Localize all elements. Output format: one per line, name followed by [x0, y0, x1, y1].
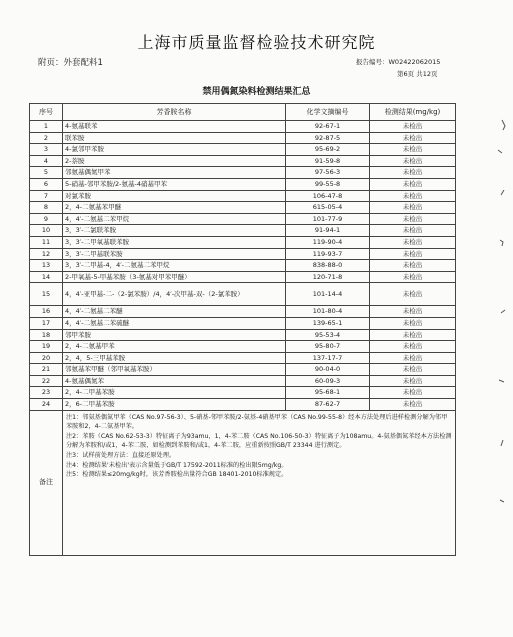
- row-amine-name: 3，3′-二氯联苯胺: [63, 225, 286, 237]
- header-cas: 化学文摘编号: [286, 104, 370, 121]
- table-row: [30, 271, 456, 283]
- row-amine-name: 4，4′-二氨基二苯甲烷: [63, 213, 286, 225]
- row-cas-number: 91-94-1: [286, 225, 370, 237]
- row-cas-number: 119-90-4: [286, 236, 370, 248]
- row-amine-name: 对氯苯胺: [63, 190, 286, 202]
- table-row: [30, 236, 456, 248]
- row-seq: 15: [30, 283, 63, 306]
- row-result: 未检出: [370, 248, 456, 260]
- row-cas-number: 91-59-8: [286, 155, 370, 167]
- row-seq: 2: [30, 132, 63, 144]
- row-seq: 22: [30, 375, 63, 387]
- table-row: [30, 341, 456, 353]
- row-amine-name: 4-氯邻甲苯胺: [63, 144, 286, 156]
- remarks-label: 备注: [30, 410, 63, 555]
- row-seq: 5: [30, 167, 63, 179]
- row-seq: 12: [30, 248, 63, 260]
- row-amine-name: 4，4′-二氨基二苯醚: [63, 306, 286, 318]
- remark-note: 注3：试样前处理方法：直接还原处理。: [66, 452, 176, 460]
- row-cas-number: 97-56-3: [286, 167, 370, 179]
- organization-title: 上海市质量监督检验技术研究院: [137, 33, 376, 52]
- row-result: 未检出: [370, 317, 456, 329]
- row-cas-number: 92-67-1: [286, 121, 370, 133]
- row-result: 未检出: [370, 132, 456, 144]
- row-seq: 7: [30, 190, 63, 202]
- row-result: 未检出: [370, 352, 456, 364]
- remarks-content: [63, 410, 456, 555]
- row-result: 未检出: [370, 178, 456, 190]
- row-cas-number: 90-04-0: [286, 364, 370, 376]
- row-amine-name: 4，4′-亚甲基-二-（2-氯苯胺）/4，4′-次甲基-双-（2-氯苯胺）: [63, 283, 286, 306]
- row-seq: 3: [30, 144, 63, 156]
- row-result: 未检出: [370, 271, 456, 283]
- row-amine-name: 2，6-二甲基苯胺: [63, 399, 286, 411]
- row-result: 未检出: [370, 375, 456, 387]
- table-row: [30, 317, 456, 329]
- row-cas-number: 101-14-4: [286, 283, 370, 306]
- row-cas-number: 120-71-8: [286, 271, 370, 283]
- row-cas-number: 101-77-9: [286, 213, 370, 225]
- row-amine-name: 2-甲氧基-5-甲基苯胺（3-氨基对甲苯甲醚）: [63, 271, 286, 283]
- table-row: [30, 364, 456, 376]
- row-result: 未检出: [370, 121, 456, 133]
- row-seq: 11: [30, 236, 63, 248]
- row-seq: 20: [30, 352, 63, 364]
- remark-note: 注1：邻氨基偶氮甲苯（CAS No.97-56-3）、5-硝基-邻甲苯胺/2-氨基-4硝基甲苯（CAS No.99-55-8）经本方法处理后进样检测分解为邻甲苯胺和2，4-二氨基甲苯。: [66, 413, 448, 431]
- row-seq: 4: [30, 155, 63, 167]
- row-amine-name: 3，3′-二甲基-4，4′-二氨基二苯甲烷: [63, 260, 286, 272]
- row-amine-name: 2，4-二氨基甲苯: [63, 341, 286, 353]
- row-seq: 24: [30, 399, 63, 411]
- row-result: 未检出: [370, 364, 456, 376]
- remark-note: 注2：苯胺（CAS No.62-53-3）特征离子为93amu，1，4-苯二胺（CAS No.106-50-3）特征离子为108amu。4-氨基偶氮苯经本方法检测分解为苯胺和/或1，4-苯二胺，如检测到苯胺和/或1，4-苯二胺，应重新按照GB/T 23344 进行测定。: [66, 432, 452, 450]
- header-name: 芳香胺名称: [63, 104, 286, 121]
- scan-edge-marks: [480, 80, 510, 550]
- table-row: [30, 399, 456, 411]
- row-amine-name: 2-萘胺: [63, 155, 286, 167]
- row-cas-number: 106-47-8: [286, 190, 370, 202]
- row-amine-name: 联苯胺: [63, 132, 286, 144]
- table-row: [30, 144, 456, 156]
- row-amine-name: 2，4-二氨基苯甲醚: [63, 202, 286, 214]
- table-row: [30, 306, 456, 318]
- row-seq: 13: [30, 260, 63, 272]
- row-cas-number: 101-80-4: [286, 306, 370, 318]
- row-result: 未检出: [370, 387, 456, 399]
- row-cas-number: 99-55-8: [286, 178, 370, 190]
- row-cas-number: 139-65-1: [286, 317, 370, 329]
- row-amine-name: 2，4，5-三甲基苯胺: [63, 352, 286, 364]
- row-cas-number: 95-80-7: [286, 341, 370, 353]
- row-amine-name: 5-硝基-邻甲苯胺/2-氨基-4硝基甲苯: [63, 178, 286, 190]
- row-result: 未检出: [370, 236, 456, 248]
- report-number: [356, 57, 440, 66]
- table-row: [30, 225, 456, 237]
- table-row: [30, 213, 456, 225]
- report-number-value: W02422062015: [388, 58, 441, 66]
- row-seq: 23: [30, 387, 63, 399]
- row-result: 未检出: [370, 283, 456, 306]
- row-seq: 14: [30, 271, 63, 283]
- results-table: [29, 103, 456, 556]
- header-seq: 序号: [30, 104, 63, 121]
- row-amine-name: 邻甲苯胺: [63, 329, 286, 341]
- attachment-label: 附页：外套配料1: [38, 58, 103, 68]
- row-amine-name: 3，3′-二甲基联苯胺: [63, 248, 286, 260]
- remark-note: 注4：检测结果'未检出'表示含量低于GB/T 17592-2011标准的检出限5mg/kg。: [66, 461, 288, 469]
- row-result: 未检出: [370, 225, 456, 237]
- row-result: 未检出: [370, 167, 456, 179]
- row-seq: 6: [30, 178, 63, 190]
- row-cas-number: 95-53-4: [286, 329, 370, 341]
- row-cas-number: 87-62-7: [286, 399, 370, 411]
- row-result: 未检出: [370, 306, 456, 318]
- remarks-row: [30, 410, 456, 555]
- row-cas-number: 60-09-3: [286, 375, 370, 387]
- table-row: [30, 167, 456, 179]
- row-amine-name: 4-氨基偶氮苯: [63, 375, 286, 387]
- page-indicator: 第6页 共12页: [397, 70, 438, 78]
- row-result: 未检出: [370, 213, 456, 225]
- table-row: [30, 155, 456, 167]
- row-result: 未检出: [370, 260, 456, 272]
- table-title: 禁用偶氮染料检测结果汇总: [202, 87, 311, 97]
- table-row: [30, 248, 456, 260]
- report-number-label: 报告编号：: [356, 58, 389, 66]
- row-cas-number: 95-69-2: [286, 144, 370, 156]
- table-row: [30, 329, 456, 341]
- row-result: 未检出: [370, 190, 456, 202]
- row-seq: 17: [30, 317, 63, 329]
- remark-note: 注5：检测结果≤20mg/kg时，该芳香胺检出量符合GB 18401-2010标准规定。: [66, 471, 288, 479]
- table-row: [30, 387, 456, 399]
- row-cas-number: 119-93-7: [286, 248, 370, 260]
- row-result: 未检出: [370, 329, 456, 341]
- row-result: 未检出: [370, 144, 456, 156]
- row-amine-name: 4-氨基联苯: [63, 121, 286, 133]
- table-row: [30, 121, 456, 133]
- row-result: 未检出: [370, 202, 456, 214]
- row-amine-name: 邻氨基偶氮甲苯: [63, 167, 286, 179]
- row-result: 未检出: [370, 341, 456, 353]
- table-row: [30, 178, 456, 190]
- row-cas-number: 838-88-0: [286, 260, 370, 272]
- table-row: [30, 132, 456, 144]
- table-header-row: [30, 104, 456, 121]
- table-row: [30, 260, 456, 272]
- table-row: [30, 190, 456, 202]
- row-seq: 10: [30, 225, 63, 237]
- row-seq: 1: [30, 121, 63, 133]
- table-row: [30, 352, 456, 364]
- row-seq: 8: [30, 202, 63, 214]
- table-row: [30, 283, 456, 306]
- table-row: [30, 375, 456, 387]
- row-cas-number: 615-05-4: [286, 202, 370, 214]
- row-result: 未检出: [370, 155, 456, 167]
- row-seq: 19: [30, 341, 63, 353]
- row-result: 未检出: [370, 399, 456, 411]
- row-amine-name: 邻氨基苯甲醚（邻甲氧基苯胺）: [63, 364, 286, 376]
- row-amine-name: 2，4-二甲基苯胺: [63, 387, 286, 399]
- row-seq: 18: [30, 329, 63, 341]
- row-amine-name: 4，4′-二氨基二苯硫醚: [63, 317, 286, 329]
- row-cas-number: 137-17-7: [286, 352, 370, 364]
- table-row: [30, 202, 456, 214]
- row-seq: 21: [30, 364, 63, 376]
- header-result: 检测结果(mg/kg): [370, 104, 456, 121]
- row-cas-number: 95-68-1: [286, 387, 370, 399]
- row-amine-name: 3，3′-二甲氧基联苯胺: [63, 236, 286, 248]
- row-cas-number: 92-87-5: [286, 132, 370, 144]
- row-seq: 16: [30, 306, 63, 318]
- row-seq: 9: [30, 213, 63, 225]
